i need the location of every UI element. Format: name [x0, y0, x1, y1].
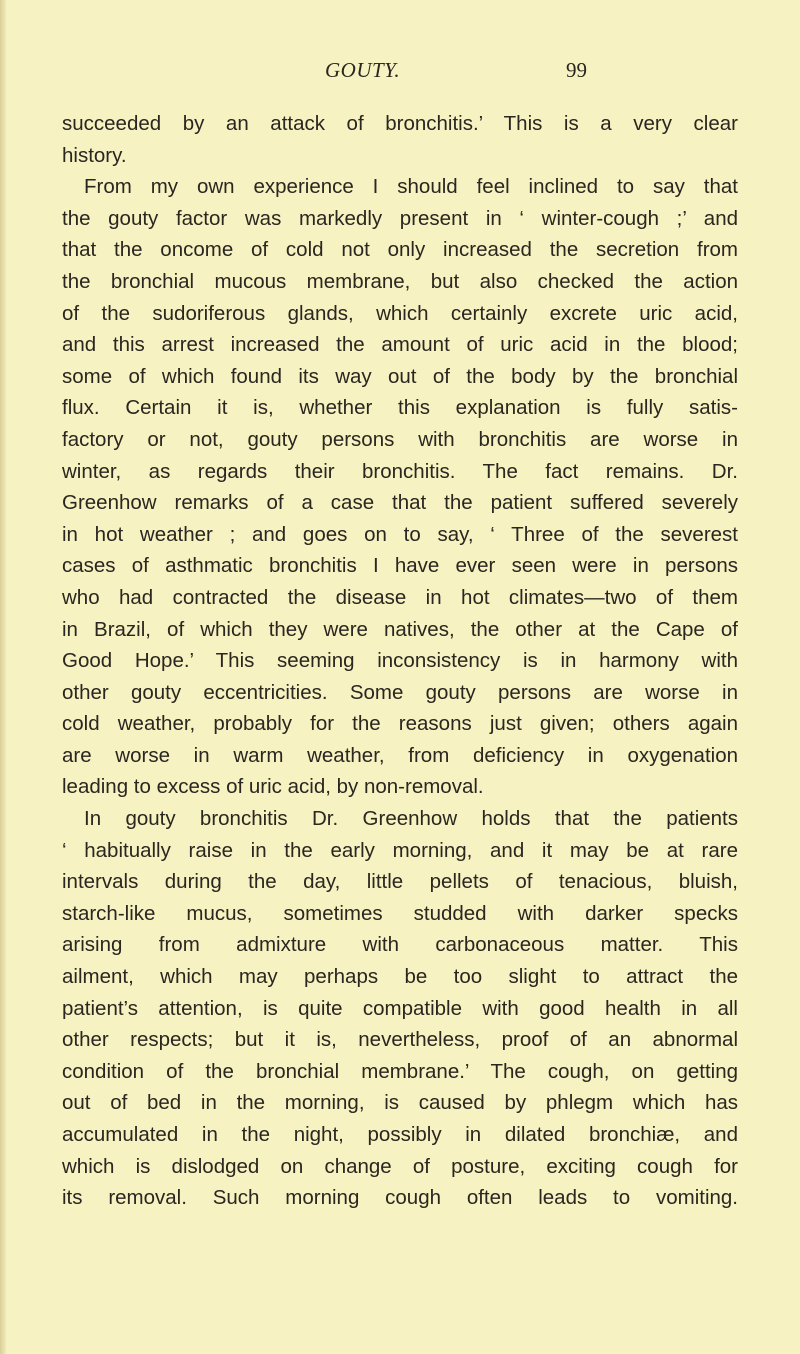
running-title: GOUTY.: [325, 58, 401, 82]
text-line: factory or not, gouty persons with bronchitis are worse in: [62, 427, 738, 451]
page-edge: [0, 0, 6, 1354]
text-line: winter, as regards their bronchitis. The fact remains. Dr.: [62, 459, 738, 483]
text-line: arising from admixture with carbonaceous matter. This: [62, 933, 738, 957]
text-line: in Brazil, of which they were natives, the other at the Cape of: [62, 617, 738, 641]
text-line: other gouty eccentricities. Some gouty persons are worse in: [62, 680, 738, 704]
text-line: the bronchial mucous membrane, but also checked the action: [62, 269, 738, 293]
text-line: From my own experience I should feel inclined to say that: [84, 175, 738, 199]
page-header: [0, 58, 800, 88]
text-line: who had contracted the disease in hot climates—two of them: [62, 585, 738, 609]
text-line: the gouty factor was markedly present in ‘ winter-cough ;’ and: [62, 206, 738, 230]
text-line: some of which found its way out of the body by the bronchial: [62, 364, 738, 388]
text-line: starch-like mucus, sometimes studded with darker specks: [62, 901, 738, 925]
text-line: patient’s attention, is quite compatible with good health in all: [62, 996, 738, 1020]
body-text: [62, 108, 738, 1214]
text-line: intervals during the day, little pellets of tenacious, bluish,: [62, 870, 738, 894]
text-line: history.: [62, 143, 127, 167]
text-line: which is dislodged on change of posture, exciting cough for: [62, 1154, 738, 1178]
text-line: succeeded by an attack of bronchitis.’ This is a very clear: [62, 112, 738, 135]
text-line: ‘ habitually raise in the early morning, and it may be at rare: [62, 838, 738, 862]
text-line: of the sudoriferous glands, which certainly excrete uric acid,: [62, 301, 738, 325]
text-line: flux. Certain it is, whether this explanation is fully satis-: [62, 396, 738, 420]
text-line: are worse in warm weather, from deficiency in oxygenation: [62, 743, 738, 767]
text-line: and this arrest increased the amount of uric acid in the blood;: [62, 333, 738, 357]
text-line: Good Hope.’ This seeming inconsistency is in harmony with: [62, 649, 738, 673]
text-line: its removal. Such morning cough often leads to vomiting.: [62, 1186, 738, 1210]
text-line: cold weather, probably for the reasons just given; others again: [62, 712, 738, 736]
page-number: 99: [566, 58, 587, 82]
text-line: other respects; but it is, nevertheless, proof of an abnormal: [62, 1028, 738, 1052]
text-line: in hot weather ; and goes on to say, ‘ Three of the severest: [62, 522, 738, 546]
text-line: ailment, which may perhaps be too slight to attract the: [62, 965, 738, 989]
text-line: condition of the bronchial membrane.’ The cough, on getting: [62, 1059, 738, 1083]
text-line: out of bed in the morning, is caused by phlegm which has: [62, 1091, 738, 1115]
text-line: Greenhow remarks of a case that the patient suffered severely: [62, 491, 738, 515]
text-line: leading to excess of uric acid, by non-removal.: [62, 775, 484, 799]
text-line: accumulated in the night, possibly in dilated bronchiæ, and: [62, 1123, 738, 1146]
text-line: cases of asthmatic bronchitis I have ever seen were in persons: [62, 554, 738, 578]
text-line: In gouty bronchitis Dr. Greenhow holds that the patients: [84, 807, 738, 831]
text-line: that the oncome of cold not only increased the secretion from: [62, 238, 738, 262]
